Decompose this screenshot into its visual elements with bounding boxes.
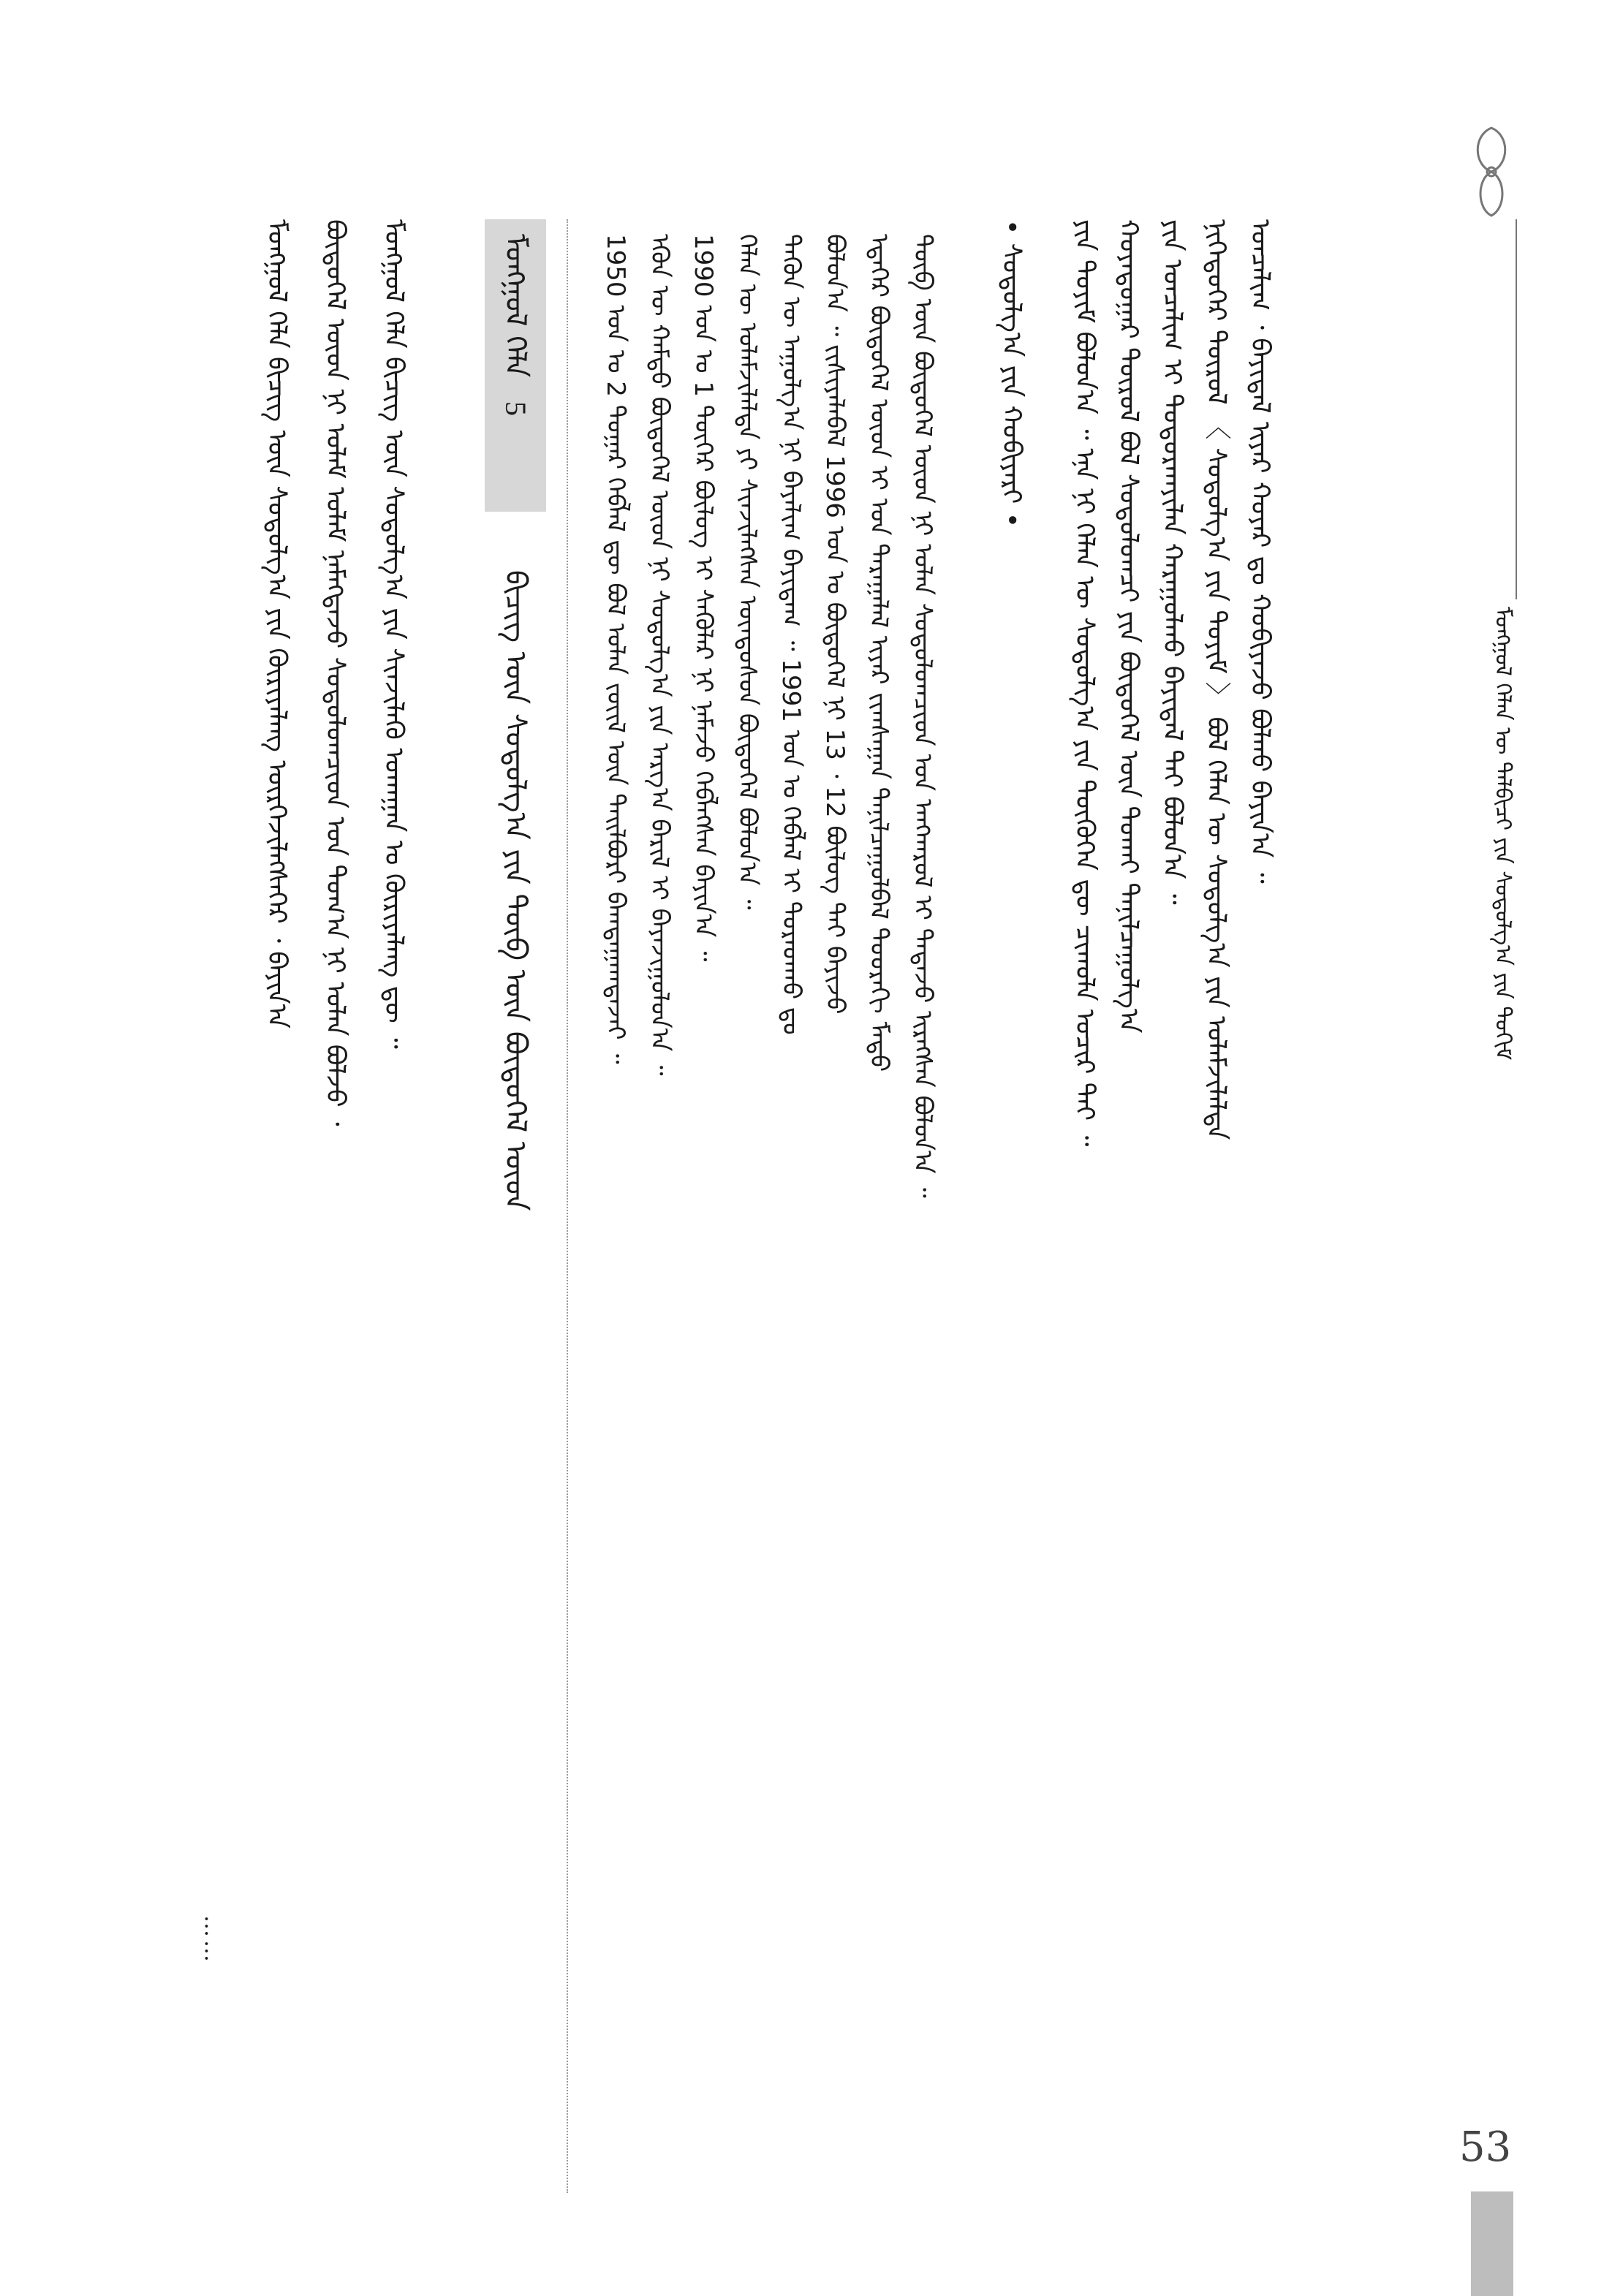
closing-line: ᠪᠦᠲᠦᠭᠡᠯ ᠦᠳ ᠨᠢ ᠤᠯᠠᠮ ᠤᠯᠠᠮ ᠨᠡᠮᠡᠭᠳᠡᠵᠦ ᠰᠤᠳᠤᠯᠤᠭᠴᠢᠳ ᠤᠨ ᠲᠣᠭ᠎ᠠ ᠨᠢ ᠣᠯᠠᠨ ᠪᠣᠯᠵᠤ ᠂: [320, 219, 350, 1126]
section-title-text: ᠮᠣᠩᠭᠣᠯ ᠬᠡᠯᠡ: [499, 234, 532, 378]
closing-line: ᠮᠣᠩᠭᠣᠯ ᠬᠡᠯᠡ ᠪᠢᠴᠢᠭ ᠦᠨ ᠰᠤᠳᠤᠯᠭ᠎ᠠ ᠶᠢᠨ ᠬᠦᠷᠢᠶᠡᠯᠡᠩ ᠦᠷᠭᠡᠵᠢᠯᠡᠭᠰᠡᠭᠡᠷ ᠂ ᠪᠠᠶᠢᠨ᠎ᠠ: [262, 219, 292, 1029]
body-line: ᠶᠢᠨ ᠲᠣᠶᠢᠮ ᠪᠣᠯᠤᠨ᠎ᠠ ᠃ ᠡᠨᠡ ᠨᠢ ᠬᠡᠯᠡᠨ ᠦ ᠰᠤᠳᠤᠯᠭ᠎ᠠ ᠶᠢᠨ ᠲᠦᠭᠦᠬᠡᠨ ᠳᠦ ᠴᠢᠬᠤᠯᠠ ᠤᠴᠢᠷ ᠲᠠᠢ ᠃: [1070, 219, 1100, 1147]
header-ornament-icon: [1459, 121, 1524, 226]
body-line: ᠶᠢᠨ ᠣᠨᠴᠠᠯᠢᠭ ᠢ ᠲᠣᠳᠣᠷᠬᠠᠶᠢᠯᠠᠨ ᠬᠠᠷᠠᠭᠤᠯᠬᠤ ᠪᠠᠶᠢᠳᠠᠯ ᠲᠠᠢ ᠪᠣᠯᠤᠨ᠎ᠠ ᠃: [1157, 219, 1187, 905]
body-line: ᠣᠨᠴᠠᠯᠢᠭ ᠂ ᠪᠠᠶᠢᠳᠠᠯ ᠢᠶᠠᠷ ᠬᠣᠶᠠᠷ ᠳᠤ ᠬᠤᠪᠢᠶᠠᠵᠤ ᠪᠣᠯᠬᠤ ᠪᠠᠶᠢᠨ᠎ᠠ ᠃: [1245, 219, 1275, 884]
page-number: 53: [1459, 2123, 1512, 2171]
page-edge-tab: [1471, 2191, 1513, 2296]
section-title-rest: ᠪᠢᠴᠢᠭ ᠦᠨ ᠰᠤᠳᠤᠯᠭ᠎ᠠ ᠶᠢᠨ ᠲᠦᠪ ᠦᠨ ᠪᠦᠲᠦᠭᠡᠯ ᠦᠳ: [499, 570, 532, 1211]
quote-line: ᠬᠡᠯᠡᠨ ᠦ ᠤᠯᠠᠮᠵᠢᠯᠠᠯᠲᠠ ᠶᠢ ᠰᠢᠨᠵᠢᠯᠡᠭᠰᠡᠨ ᠦᠨᠳᠦᠰᠦᠨ ᠪᠦᠲᠦᠭᠡᠯ ᠪᠣᠯᠤᠨ᠎ᠠ ᠃: [733, 234, 762, 910]
quote-line: ᠲᠡᠭᠦᠨ ᠦ ᠠᠭᠤᠯᠭ᠎ᠠ ᠨᠢ ᠪᠠᠶᠠᠯᠢᠭ ᠪᠠᠶᠢᠳᠠᠭ ᠃ 1991 ᠣᠨ ᠤ ᠬᠡᠪᠯᠡᠯ ᠢ ᠳᠤᠷᠠᠳᠬᠤ ᠳᠤ: [776, 234, 806, 1035]
bullet-heading: • ᠰᠤᠳᠤᠯᠭ᠎ᠠ ᠶᠢᠨ ᠬᠤᠪᠢᠶᠠᠷᠢ •: [996, 219, 1026, 528]
running-head: ᠮᠣᠩᠭᠣᠯ ᠬᠡᠯᠡᠨ ᠦ ᠲᠡᠯᠪᠢᠴᠢ ᠶᠢᠨ ᠰᠤᠳᠤᠯᠭ᠎ᠠ ᠶᠢᠨ ᠲᠣᠭᠢᠮ: [1490, 607, 1516, 1061]
section-title: [501, 234, 530, 416]
ellipsis: ……: [200, 1915, 225, 1965]
header-rule: [1516, 219, 1517, 599]
section-number: 5: [499, 401, 532, 416]
closing-line: ᠮᠣᠩᠭᠣᠯ ᠬᠡᠯᠡ ᠪᠢᠴᠢᠭ ᠦᠨ ᠰᠤᠳᠤᠯᠭ᠎ᠠ ᠶᠢᠨ ᠰᠢᠨᠵᠢᠯᠡᠬᠦ ᠤᠬᠠᠭᠠᠨ ᠤ ᠬᠦᠷᠢᠶᠡᠯᠡᠩ ᠳᠦ ᠃: [379, 219, 409, 1049]
body-line: ᠨᠢᠭᠡᠳᠦᠭᠡᠷ ᠲᠦᠷᠦᠯ 〈 ᠰᠤᠳᠤᠯᠭ᠎ᠠ ᠶᠢᠨ ᠲᠣᠶᠢᠮ 〉 ᠪᠣᠯ ᠬᠡᠯᠡᠨ ᠦ ᠰᠤᠳᠤᠯᠭ᠎ᠠ ᠶᠢᠨ ᠤᠯᠠᠮᠵᠢᠯᠠᠯᠲᠠ: [1201, 219, 1231, 1140]
quote-line: ᠡᠳᠡᠭᠡᠷ ᠪᠦᠲᠦᠭᠡᠯ ᠦᠳ ᠢ ᠣᠨ ᠳᠠᠷᠠᠭᠠᠯᠠᠯ ᠢᠶᠠᠷ ᠵᠢᠭᠰᠠᠭᠠᠨ ᠲᠠᠨᠢᠯᠴᠠᠭᠤᠯᠪᠠᠯ ᠳᠣᠣᠷᠠᠬᠢ ᠮᠡᠲᠦ: [864, 234, 893, 1072]
quote-line: 1950 ᠣᠨ ᠤ 2 ᠳᠤᠭᠠᠷ ᠬᠡᠪᠯᠡᠯ ᠳᠦ ᠪᠣᠯ ᠣᠯᠠᠨ ᠵᠦᠢᠯ ᠦᠨ ᠲᠠᠢᠯᠪᠤᠷᠢ ᠪᠠᠭᠲᠠᠭᠠᠭᠳᠠᠵᠠᠢ ᠃: [601, 234, 630, 1064]
quote-line: 1990 ᠣᠨ ᠤ 1 ᠳᠦᠭᠡᠷ ᠪᠦᠯᠦᠭ ᠢ ᠰᠡᠭᠦᠯᠡᠷ ᠨᠢ ᠨᠡᠮᠡᠵᠦ ᠬᠡᠪᠯᠡᠭᠰᠡᠨ ᠪᠠᠶᠢᠨ᠎ᠠ ᠃: [689, 234, 718, 962]
body-line: ᠬᠣᠶᠠᠳᠤᠭᠠᠷ ᠲᠦᠷᠦᠯ ᠪᠣᠯ ᠰᠤᠳᠤᠯᠤᠭᠴᠢ ᠶᠢᠨ ᠪᠦᠲᠦᠭᠡᠯ ᠦᠨ ᠲᠤᠬᠠᠢ ᠲᠠᠨᠢᠯᠴᠠᠭᠤᠯᠭ᠎ᠠ: [1113, 219, 1143, 1034]
dotted-divider: [567, 219, 568, 2193]
quote-line: ᠡᠭᠦᠨ ᠦ ᠬᠠᠮᠲᠤ ᠪᠦᠲᠦᠭᠡᠯ ᠦᠳ ᠨᠢ ᠰᠤᠳᠤᠯᠭ᠎ᠠ ᠶᠢᠨ ᠠᠷᠭ᠎ᠠ ᠪᠠᠷᠢᠯ ᠢ ᠪᠠᠶᠠᠵᠢᠭᠤᠯᠤᠨ᠎ᠠ ᠃: [645, 234, 674, 1076]
quote-line: ᠪᠣᠯᠤᠨ᠎ᠠ ᠃ ᠵᠢᠱᠢᠶᠡᠯᠡᠪᠡᠯ 1996 ᠣᠨ ᠤ ᠪᠦᠲᠦᠭᠡᠯ ᠨᠢ 13 ᠂ 12 ᠪᠦᠯᠦᠭ ᠲᠠᠢ ᠪᠠᠶᠢᠵᠤ: [820, 234, 850, 1015]
quote-line: ᠲᠦᠪ ᠦᠨ ᠪᠦᠲᠦᠭᠡᠯ ᠦᠳ ᠨᠢ ᠣᠯᠠᠨ ᠰᠤᠳᠤᠯᠤᠭᠴᠢᠳ ᠤᠨ ᠠᠨᠭᠬᠠᠷᠤᠯ ᠢ ᠲᠠᠲᠠᠵᠤ ᠢᠷᠡᠭᠰᠡᠨ ᠪᠣᠯᠤᠨ᠎ᠠ ᠃: [908, 234, 937, 1198]
